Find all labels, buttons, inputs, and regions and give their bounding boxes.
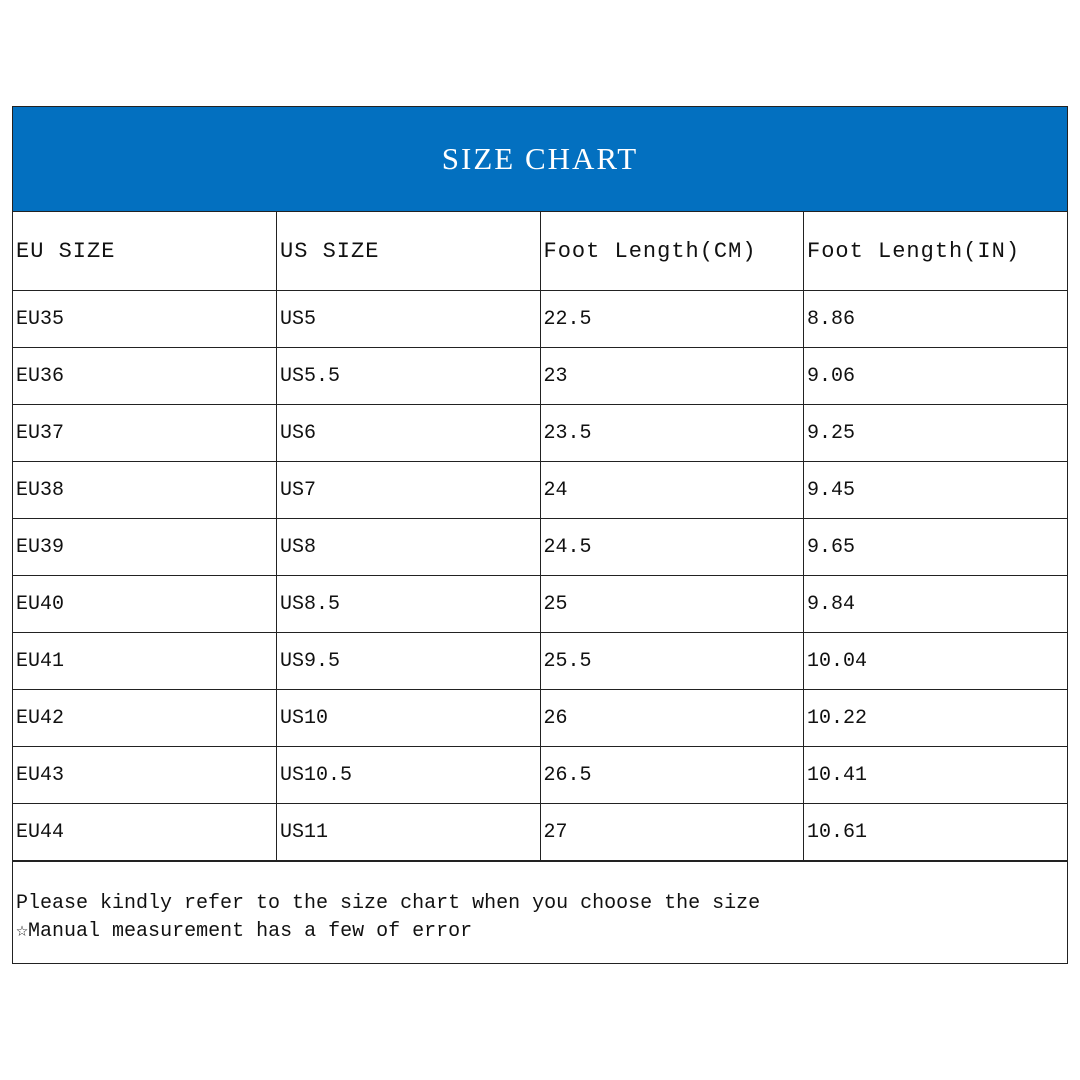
table-cell: 26 xyxy=(540,690,804,747)
table-cell: 8.86 xyxy=(804,291,1068,348)
table-cell: 27 xyxy=(540,804,804,861)
table-row xyxy=(13,405,1067,462)
table-cell: 24 xyxy=(540,462,804,519)
table-row xyxy=(13,633,1067,690)
table-cell: 9.65 xyxy=(804,519,1068,576)
column-header: Foot Length(IN) xyxy=(804,212,1068,291)
table-cell: 10.41 xyxy=(804,747,1068,804)
table-cell: EU44 xyxy=(13,804,277,861)
table-cell: 9.45 xyxy=(804,462,1068,519)
table-cell: EU40 xyxy=(13,576,277,633)
table-row xyxy=(13,576,1067,633)
table-row xyxy=(13,747,1067,804)
size-table xyxy=(13,212,1067,861)
table-row xyxy=(13,804,1067,861)
size-chart xyxy=(12,106,1068,964)
table-cell: 9.06 xyxy=(804,348,1068,405)
table-cell: EU43 xyxy=(13,747,277,804)
table-cell: 22.5 xyxy=(540,291,804,348)
table-cell: US10 xyxy=(277,690,541,747)
chart-title: SIZE CHART xyxy=(13,107,1067,212)
table-cell: 26.5 xyxy=(540,747,804,804)
table-row xyxy=(13,291,1067,348)
table-cell: 25.5 xyxy=(540,633,804,690)
column-header: Foot Length(CM) xyxy=(540,212,804,291)
table-cell: EU39 xyxy=(13,519,277,576)
table-cell: US10.5 xyxy=(277,747,541,804)
table-cell: 10.22 xyxy=(804,690,1068,747)
column-header: EU SIZE xyxy=(13,212,277,291)
table-cell: EU42 xyxy=(13,690,277,747)
footer-line: ☆Manual measurement has a few of error xyxy=(16,920,473,943)
table-cell: US5.5 xyxy=(277,348,541,405)
table-row xyxy=(13,690,1067,747)
table-cell: EU35 xyxy=(13,291,277,348)
table-cell: 23 xyxy=(540,348,804,405)
header-row xyxy=(13,212,1067,291)
table-cell: 10.04 xyxy=(804,633,1068,690)
table-cell: 10.61 xyxy=(804,804,1068,861)
footer-line: Please kindly refer to the size chart when you choose the size xyxy=(16,892,761,915)
table-cell: US7 xyxy=(277,462,541,519)
table-cell: 9.25 xyxy=(804,405,1068,462)
table-cell: US8.5 xyxy=(277,576,541,633)
table-cell: 9.84 xyxy=(804,576,1068,633)
table-cell: EU38 xyxy=(13,462,277,519)
table-row xyxy=(13,348,1067,405)
table-cell: 23.5 xyxy=(540,405,804,462)
table-cell: US9.5 xyxy=(277,633,541,690)
table-row xyxy=(13,519,1067,576)
table-cell: US8 xyxy=(277,519,541,576)
footer-note xyxy=(13,861,1067,963)
table-cell: US5 xyxy=(277,291,541,348)
table-cell: EU41 xyxy=(13,633,277,690)
table-cell: 24.5 xyxy=(540,519,804,576)
table-row xyxy=(13,462,1067,519)
table-cell: EU37 xyxy=(13,405,277,462)
table-cell: US11 xyxy=(277,804,541,861)
table-cell: US6 xyxy=(277,405,541,462)
table-cell: EU36 xyxy=(13,348,277,405)
table-cell: 25 xyxy=(540,576,804,633)
column-header: US SIZE xyxy=(277,212,541,291)
